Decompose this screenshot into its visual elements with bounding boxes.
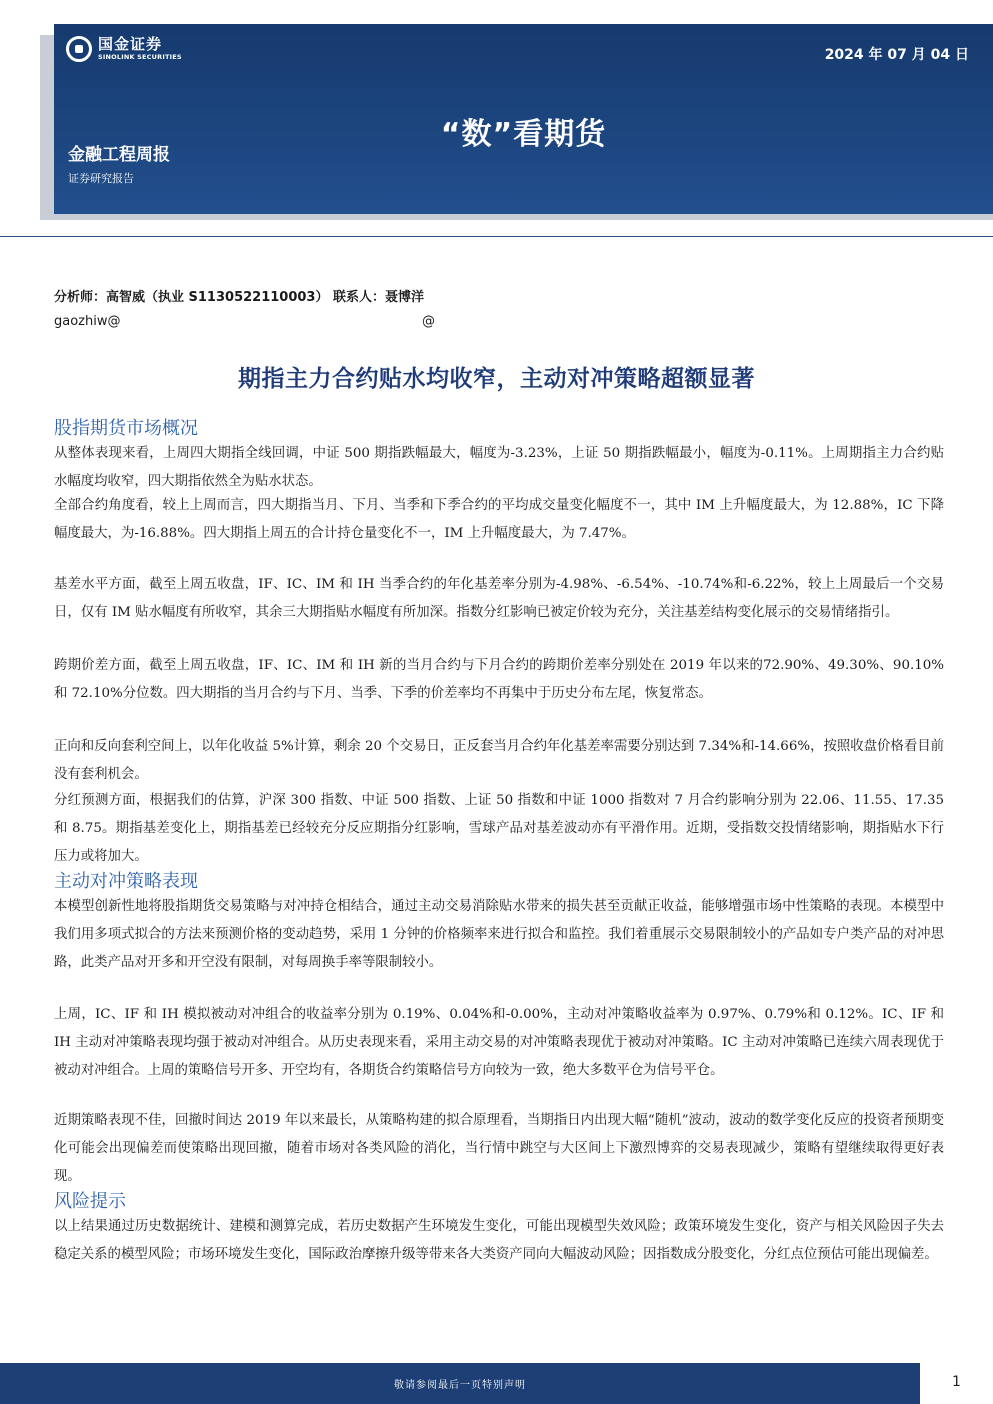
analyst-contact [54, 314, 435, 329]
brand-name-cn: 国金证券 [98, 35, 163, 54]
analyst-line: 分析师：高智威（执业 S1130522110003） 联系人：聂博洋 [54, 290, 425, 305]
report-banner [54, 24, 993, 214]
paragraph: 全部合约角度看，较上上周而言，四大期指当月、下月、当季和下季合约的平均成交量变化幅度不一，其中 IM 上升幅度最大，为 12.88%，IC 下降幅度最大，为-16.88%。四大期指上周五的合计持仓量变化不一，IM 上升幅度最大，为 7.47%。 [54, 498, 944, 541]
paragraph: 跨期价差方面，截至上周五收盘，IF、IC、IM 和 IH 新的当月合约与下月合约的跨期价差率分别处在 2019 年以来的72.90%、49.30%、90.10%和 72.10%分位数。四大期指的当月合约与下月、当季、下季的价差率均不再集中于历史分布左尾，恢复常态。 [54, 658, 944, 701]
paragraph: 从整体表现来看，上周四大期指全线回调，中证 500 期指跌幅最大，幅度为-3.23%，上证 50 期指跌幅最小，幅度为-0.11%。上周期指主力合约贴水幅度均收窄，四大期指依然全为贴水状态。 [54, 446, 944, 489]
paragraph: 正向和反向套利空间上，以年化收益 5%计算，剩余 20 个交易日，正反套当月合约年化基差率需要分别达到 7.34%和-14.66%，按照收盘价格看目前没有套利机会。 [54, 739, 944, 782]
analyst-email[interactable]: gaozhiw@ [54, 314, 121, 329]
brand-logo [66, 36, 182, 62]
footer-disclaimer-note: 敬请参阅最后一页特别声明 [394, 1380, 526, 1391]
section-heading-risk-warning: 风险提示 [54, 1191, 126, 1212]
paragraph: 本模型创新性地将股指期货交易策略与对冲持仓相结合，通过主动交易消除贴水带来的损失甚至贡献正收益，能够增强市场中性策略的表现。本模型中我们用多项式拟合的方法来预测价格的变动趋势，采用 1 分钟的价格频率来进行拟合和监控。我们着重展示交易限制较小的产品如专户类产品的对冲思路，此类产品对开多和开空没有限制，对每周换手率等限制较小。 [54, 899, 944, 970]
brand-logo-icon [66, 36, 92, 62]
report-date: 2024 年 07 月 04 日 [824, 47, 969, 63]
report-headline: 期指主力合约贴水均收窄，主动对冲策略超额显著 [238, 366, 755, 392]
page-number: 1 [952, 1374, 961, 1390]
paragraph: 以上结果通过历史数据统计、建模和测算完成，若历史数据产生环境发生变化，可能出现模型失效风险；政策环境发生变化，资产与相关风险因子失去稳定关系的模型风险；市场环境发生变化，国际政治摩擦升级等带来各大类资产同向大幅波动风险；因指数成分股变化，分红点位预估可能出现偏差。 [54, 1219, 944, 1262]
paragraph: 分红预测方面，根据我们的估算，沪深 300 指数、中证 500 指数、上证 50 指数和中证 1000 指数对 7 月合约影响分别为 22.06、11.55、17.35 和 8.75。期指基差变化上，期指基差已经较充分反应期指分红影响，雪球产品对基差波动亦有平滑作用。近期，受指数交投情绪影响，期指贴水下行压力或将加大。 [54, 793, 944, 864]
report-type: 证券研究报告 [68, 172, 134, 185]
section-heading-active-hedging: 主动对冲策略表现 [54, 871, 198, 892]
paragraph: 上周，IC、IF 和 IH 模拟被动对冲组合的收益率分别为 0.19%、0.04%和-0.00%，主动对冲策略收益率为 0.97%、0.79%和 0.12%。IC、IF 和 IH 主动对冲策略表现均强于被动对冲组合。从历史表现来看，采用主动交易的对冲策略表现优于被动对冲策略。IC 主动对冲策略已连续六周表现优于被动对冲组合。上周的策略信号开多、开空均有，各期货合约策略信号方向较为一致，绝大多数平仓为信号平仓。 [54, 1007, 944, 1078]
header-divider [0, 236, 993, 237]
brand-name-en: SINOLINK SECURITIES [98, 53, 182, 62]
contact-email[interactable]: @ [422, 314, 435, 329]
paragraph: 基差水平方面，截至上周五收盘，IF、IC、IM 和 IH 当季合约的年化基差率分别为-4.98%、-6.54%、-10.74%和-6.22%，较上上周最后一个交易日，仅有 IM 贴水幅度有所收窄，其余三大期指贴水幅度有所加深。指数分红影响已被定价较为充分，关注基差结构变化展示的交易情绪指引。 [54, 577, 944, 620]
report-title: “数”看期货 [440, 117, 607, 152]
section-heading-market-overview: 股指期货市场概况 [54, 418, 198, 439]
report-series: 金融工程周报 [68, 145, 170, 165]
footer-bar [0, 1363, 920, 1404]
paragraph: 近期策略表现不佳，回撤时间达 2019 年以来最长，从策略构建的拟合原理看，当期指日内出现大幅“随机”波动，波动的数学变化反应的投资者预期变化可能会出现偏差而使策略出现回撤，随着市场对各类风险的消化，当行情中跳空与大区间上下激烈博弈的交易表现减少，策略有望继续取得更好表现。 [54, 1113, 944, 1184]
